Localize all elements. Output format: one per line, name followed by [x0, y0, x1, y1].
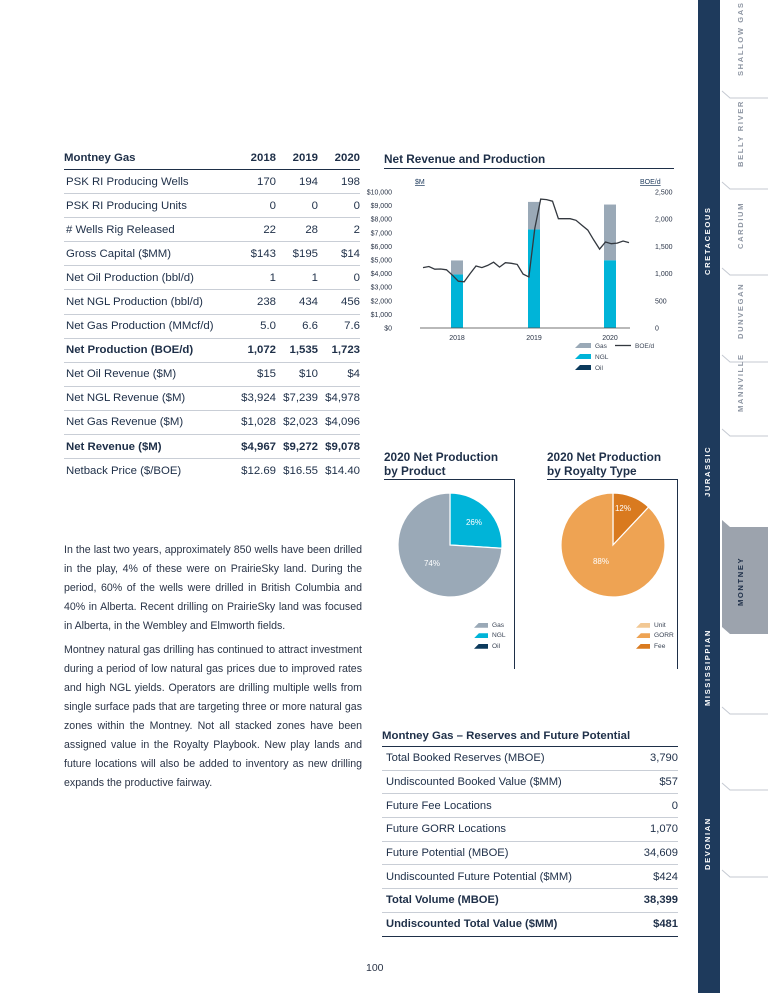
- bar-ngl-2019: [528, 229, 540, 327]
- cell-2019: 434: [276, 290, 318, 314]
- table-row: [64, 194, 360, 218]
- y-tick-right: 500: [655, 298, 667, 306]
- cell-2019: 6.6: [276, 314, 318, 338]
- y-tick-left: $8,000: [370, 216, 392, 224]
- legend-swatch-oil: [575, 365, 591, 370]
- reserves-label: Future Potential (MBOE): [382, 841, 633, 865]
- pie-product-legend: [474, 620, 506, 652]
- cell-2020: $14.40: [325, 464, 360, 477]
- section-sidebar: [698, 0, 768, 993]
- pie-product-title-line1: 2020 Net Production: [384, 450, 499, 464]
- reserves-row: [382, 794, 678, 818]
- cell-2019: $2,023: [276, 410, 318, 434]
- divider-3: [722, 268, 768, 275]
- cell-2018: 238: [230, 290, 276, 314]
- legend-ngl-swatch: [474, 633, 488, 638]
- x-tick-label: 2019: [526, 335, 542, 342]
- table-row: [64, 362, 360, 386]
- divider-8: [722, 870, 768, 877]
- body-paragraph-2: Montney natural gas drilling has continued to attract investment during a period of low natural gas prices due to improved rates and high NGL yields. Operators are drilling multiple wells from single surface pads that are targeting three or more natural gas zones within the Montney. Not all stacked zones have been assigned value in the Royalty Playbook. New play lands and future locations will also be added to inventory as new drilling expands the productive fairway.: [64, 644, 362, 789]
- legend-ngl: [474, 631, 506, 642]
- bar-ngl-2018: [451, 274, 463, 327]
- table-row: [64, 290, 360, 314]
- reserves-label: Total Booked Reserves (MBOE): [382, 747, 633, 771]
- y-tick-left: $6,000: [370, 243, 392, 251]
- cell-2018: 5.0: [230, 314, 276, 338]
- legend-fee-label: Fee: [654, 642, 666, 650]
- pie-pct-label: 12%: [614, 504, 632, 513]
- cell-2018: $4,967: [230, 435, 276, 459]
- reserves-label: Undiscounted Future Potential ($MM): [382, 865, 633, 889]
- header-label: Montney Gas: [64, 149, 230, 170]
- reserves-value: 34,609: [633, 841, 678, 865]
- divider-6: [722, 707, 768, 714]
- row-label: Net Oil Production (bbl/d): [64, 266, 230, 290]
- pie-royalty-legend: [636, 620, 674, 652]
- header-2018: 2018: [230, 149, 276, 170]
- legend-oil-swatch: [474, 644, 488, 649]
- pie-pct-label: 26%: [465, 518, 483, 527]
- reserves-label: Future GORR Locations: [382, 818, 633, 842]
- pie-royalty: [558, 490, 668, 600]
- pie-product-rule: [384, 479, 514, 480]
- reserves-label: Total Volume (MBOE): [382, 889, 633, 913]
- cell-2019: $7,239: [276, 386, 318, 410]
- row-label: Net Gas Revenue ($M): [64, 410, 230, 434]
- x-tick-label: 2018: [449, 335, 465, 342]
- group-mississippian[interactable]: MISSISSIPPIAN: [703, 629, 712, 706]
- reserves-row: [382, 747, 678, 771]
- divider-5: [722, 429, 768, 436]
- cell-2019: $195: [276, 242, 318, 266]
- row-label: Gross Capital ($MM): [64, 242, 230, 266]
- divider-4: [722, 355, 768, 362]
- row-label: Net Gas Production (MMcf/d): [64, 314, 230, 338]
- table-row: [64, 338, 360, 362]
- tab-mannville[interactable]: MANNVILLE: [736, 353, 745, 412]
- legend-label-gas: Gas: [595, 343, 607, 350]
- legend-fee-swatch: [636, 644, 650, 649]
- reserves-value: 1,070: [633, 818, 678, 842]
- legend-swatch-ngl: [575, 354, 591, 359]
- cell-2019: 194: [276, 170, 318, 194]
- table-row: [64, 410, 360, 434]
- reserves-row: [382, 841, 678, 865]
- cell-2020: 198: [318, 170, 360, 194]
- legend-unit-swatch: [636, 623, 650, 628]
- legend-unit-label: Unit: [654, 621, 666, 629]
- cell-2020: 0: [318, 266, 360, 290]
- reserves-value: $57: [633, 770, 678, 794]
- cell-2020: 2: [318, 218, 360, 242]
- divider-1: [722, 91, 768, 98]
- cell-2019: 1: [276, 266, 318, 290]
- cell-2018: $12.69: [241, 464, 276, 477]
- legend-gorr: [636, 631, 674, 642]
- reserves-value: $424: [633, 865, 678, 889]
- legend-gas-label: Gas: [492, 621, 505, 629]
- reserves-row: [382, 770, 678, 794]
- table-row: [64, 218, 360, 242]
- table-row: [64, 242, 360, 266]
- y-tick-right: 2,000: [655, 216, 673, 224]
- reserves-table: [382, 729, 678, 937]
- y-tick-right: 1,500: [655, 243, 673, 251]
- cell-2020: $4,096: [318, 410, 360, 434]
- reserves-title: Montney Gas – Reserves and Future Potential: [382, 729, 678, 747]
- cell-2018: $15: [230, 362, 276, 386]
- cell-2018: $143: [230, 242, 276, 266]
- cell-2019: 28: [276, 218, 318, 242]
- cell-2020: 456: [318, 290, 360, 314]
- tab-cardium[interactable]: CARDIUM: [736, 201, 745, 249]
- tab-dunvegan[interactable]: DUNVEGAN: [736, 282, 745, 339]
- reserves-row: [382, 889, 678, 913]
- cell-2019: 0: [276, 194, 318, 218]
- group-devonian[interactable]: DEVONIAN: [703, 817, 712, 870]
- cell-2019: $9,272: [276, 435, 318, 459]
- reserves-row: [382, 912, 678, 936]
- page-number: 100: [366, 962, 384, 974]
- table-header-row: [64, 149, 360, 170]
- reserves-label: Undiscounted Booked Value ($MM): [382, 770, 633, 794]
- bar-gas-2020: [604, 205, 616, 261]
- row-label: # Wells Rig Released: [64, 218, 230, 242]
- bar-ngl-2020: [604, 260, 616, 328]
- y-tick-right: 0: [655, 325, 659, 333]
- legend-gorr-label: GORR: [654, 632, 674, 640]
- revenue-production-chart: [366, 170, 673, 390]
- y-tick-left: $1,000: [370, 311, 392, 319]
- reserves-value: $481: [633, 912, 678, 936]
- cell-2020: $9,078: [318, 435, 360, 459]
- tab-shallow-gas[interactable]: SHALLOW GAS: [736, 1, 745, 76]
- pie-royalty-title-line1: 2020 Net Production: [547, 450, 662, 464]
- table-row: [64, 170, 360, 194]
- cell-2019: 1,535: [276, 338, 318, 362]
- montney-gas-table: [64, 149, 360, 482]
- y-tick-left: $7,000: [370, 230, 392, 238]
- cell-2020: $4,978: [318, 386, 360, 410]
- y-tick-left: $9,000: [370, 203, 392, 211]
- pie-product-vrule: [514, 479, 515, 669]
- y-tick-left: $10,000: [366, 189, 392, 197]
- row-label: Netback Price ($/BOE): [66, 464, 182, 477]
- cell-2018: 170: [230, 170, 276, 194]
- bar-gas-2019: [528, 202, 540, 230]
- reserves-label: Undiscounted Total Value ($MM): [382, 912, 633, 936]
- table-row: [64, 386, 360, 410]
- cell-2020: 0: [318, 194, 360, 218]
- reserves-label: Future Fee Locations: [382, 794, 633, 818]
- pie-royalty-rule: [547, 479, 677, 480]
- row-label: Net NGL Production (bbl/d): [64, 290, 230, 314]
- pie-pct-label: 74%: [423, 559, 441, 568]
- cell-2020: $14: [318, 242, 360, 266]
- header-2019: 2019: [276, 149, 318, 170]
- cell-2018: 0: [230, 194, 276, 218]
- legend-label-ngl: NGL: [595, 354, 609, 361]
- tab-montney[interactable]: MONTNEY: [736, 556, 745, 606]
- bar-gas-2018: [451, 260, 463, 274]
- legend-swatch-gas: [575, 343, 591, 348]
- cell-2018: $1,028: [230, 410, 276, 434]
- table-row: [64, 314, 360, 338]
- table-row: [64, 266, 360, 290]
- cell-2020: $4: [318, 362, 360, 386]
- group-cretaceous[interactable]: CRETACEOUS: [703, 206, 712, 275]
- row-label: PSK RI Producing Units: [64, 194, 230, 218]
- revenue-chart-title: Net Revenue and Production: [384, 152, 674, 169]
- legend-gas: [474, 620, 506, 631]
- legend-oil-label: Oil: [492, 642, 501, 650]
- x-tick-label: 2020: [602, 335, 618, 342]
- legend-gorr-swatch: [636, 633, 650, 638]
- reserves-row: [382, 865, 678, 889]
- divider-2: [722, 182, 768, 189]
- pie-royalty-vrule: [677, 479, 678, 669]
- reserves-value: 38,399: [633, 889, 678, 913]
- table-row: [64, 459, 360, 483]
- legend-label-boe: BOE/d: [635, 343, 655, 350]
- pie-pct-label: 88%: [592, 557, 610, 566]
- cell-2018: 1,072: [230, 338, 276, 362]
- pie-royalty-title: [547, 450, 661, 478]
- body-paragraph-1: In the last two years, approximately 850 wells have been drilled in the play, 4% of these were on PrairieSky land. During the period, 60% of the wells were drilled in British Columbia and 40% in Alberta. Recent drilling on PrairieSky land was focused in Alberta, in the Wembley and Elmworth fields.: [64, 544, 362, 632]
- legend-gas-swatch: [474, 623, 488, 628]
- y-tick-left: $3,000: [370, 284, 392, 292]
- legend-oil: [474, 641, 506, 652]
- reserves-row: [382, 818, 678, 842]
- cell-2018: 1: [230, 266, 276, 290]
- y-tick-right: 1,000: [655, 271, 673, 279]
- cell-2020: 1,723: [318, 338, 360, 362]
- cell-2019: $10: [276, 362, 318, 386]
- reserves-value: 3,790: [633, 747, 678, 771]
- legend-label-oil: Oil: [595, 365, 603, 372]
- row-label: Net NGL Revenue ($M): [64, 386, 230, 410]
- y-tick-left: $2,000: [370, 298, 392, 306]
- cell-2018: $3,924: [230, 386, 276, 410]
- pie-slice-gorr: [561, 493, 665, 597]
- cell-2019: $16.55: [283, 464, 318, 477]
- reserves-header-row: [382, 729, 678, 747]
- left-unit-label: $M: [415, 179, 425, 186]
- table-row: [64, 435, 360, 459]
- divider-7: [722, 783, 768, 790]
- montney-tab-shape: [722, 520, 768, 634]
- group-jurassic[interactable]: JURASSIC: [703, 445, 712, 497]
- row-label: Net Oil Revenue ($M): [64, 362, 230, 386]
- cell-2020: 7.6: [318, 314, 360, 338]
- y-tick-left: $5,000: [370, 257, 392, 265]
- tab-belly-river[interactable]: BELLY RIVER: [736, 100, 745, 167]
- legend-ngl-label: NGL: [492, 632, 506, 640]
- pie-product: [395, 490, 505, 600]
- pie-product-title-line2: by Product: [384, 464, 446, 478]
- pie-royalty-title-line2: by Royalty Type: [547, 464, 637, 478]
- row-label: Net Production (BOE/d): [64, 338, 230, 362]
- header-2020: 2020: [318, 149, 360, 170]
- row-label: Net Revenue ($M): [64, 435, 230, 459]
- right-unit-label: BOE/d: [640, 179, 661, 186]
- legend-unit: [636, 620, 674, 631]
- y-tick-left: $0: [384, 325, 392, 333]
- pie-product-title: [384, 450, 498, 478]
- row-label: PSK RI Producing Wells: [64, 170, 230, 194]
- legend-fee: [636, 641, 674, 652]
- cell-2018: 22: [230, 218, 276, 242]
- y-tick-right: 2,500: [655, 189, 673, 197]
- reserves-value: 0: [633, 794, 678, 818]
- y-tick-left: $4,000: [370, 271, 392, 279]
